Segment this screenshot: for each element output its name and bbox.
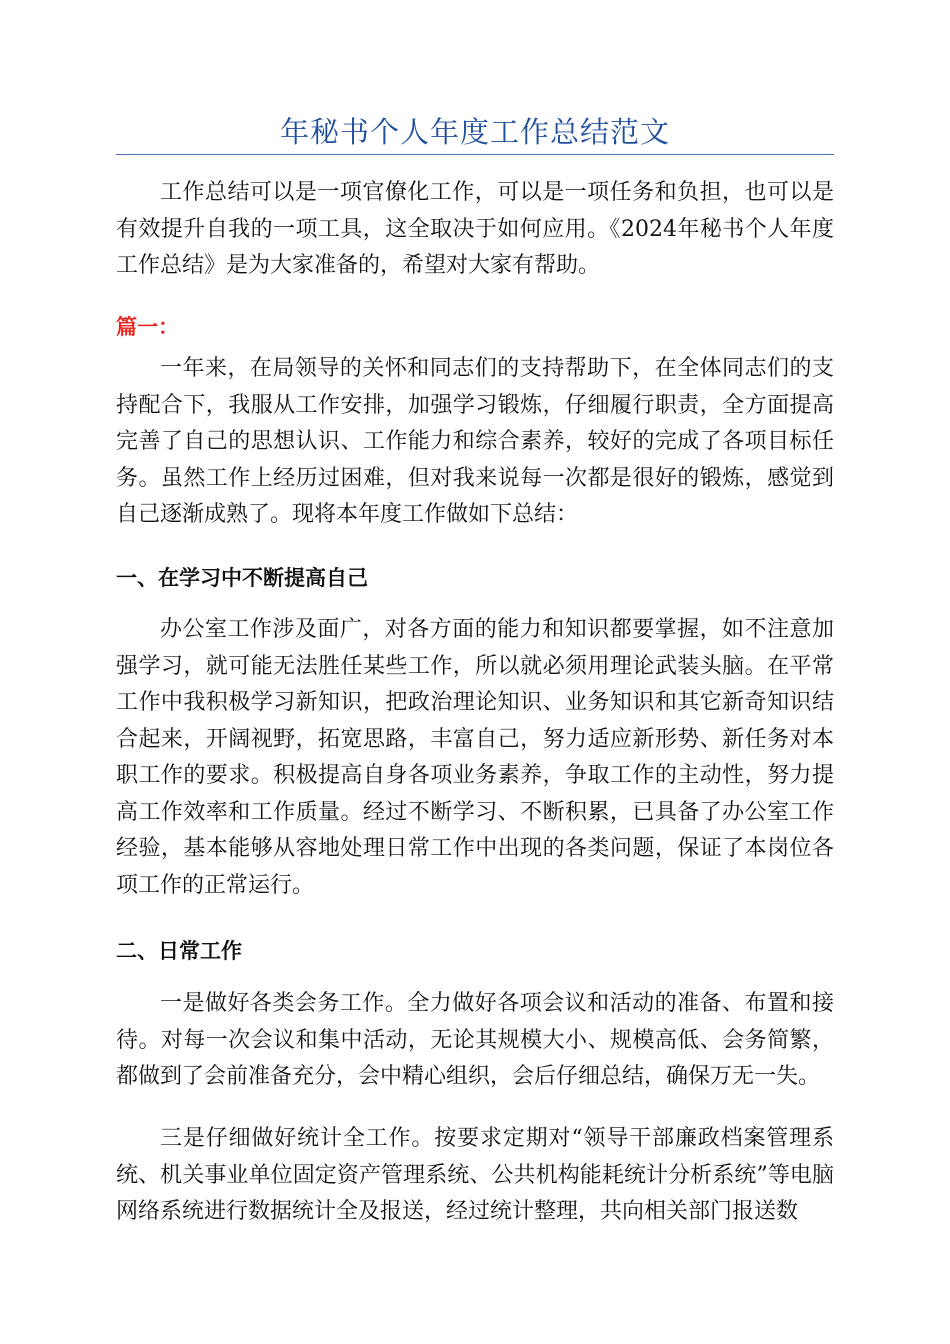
section-label-part-one: 篇一： bbox=[116, 315, 179, 339]
daily-work-paragraph-2: 三是仔细做好统计全工作。按要求定期对“领导干部廉政档案管理系统、机关事业单位固定资产管理系统、公共机构能耗统计分析系统”等电脑网络系统进行数据统计全及报送，经过统计整理，共向相关部门报送数 bbox=[116, 1126, 834, 1224]
section1-paragraph: 一年来，在局领导的关怀和同志们的支持帮助下，在全体同志们的支持配合下，我服从工作安排，加强学习锻炼，仔细履行职责，全方面提高完善了自己的思想认识、工作能力和综合素养，较好的完成了各项目标任务。虽然工作上经历过困难，但对我来说每一次都是很好的锻炼，感觉到自己逐渐成熟了。现将本年度工作做如下总结： bbox=[116, 356, 834, 527]
study-paragraph: 办公室工作涉及面广，对各方面的能力和知识都要掌握，如不注意加强学习，就可能无法胜任某些工作，所以就必须用理论武装头脑。在平常工作中我积极学习新知识，把政治理论知识、业务知识和其它新奇知识结合起来，开阔视野，拓宽思路，丰富自己，努力适应新形势、新任务对本职工作的要求。积极提高自身各项业务素养，争取工作的主动性，努力提高工作效率和工作质量。经过不断学习、不断积累，已具备了办公室工作经验，基本能够从容地处理日常工作中出现的各类问题，保证了本岗位各项工作的正常运行。 bbox=[116, 617, 834, 898]
intro-paragraph: 工作总结可以是一项官僚化工作，可以是一项任务和负担，也可以是有效提升自我的一项工具，这全取决于如何应用。《2024年秘书个人年度工作总结》是为大家准备的，希望对大家有帮助。 bbox=[116, 180, 834, 278]
title-underline bbox=[116, 154, 834, 155]
daily-work-paragraph-1: 一是做好各类会务工作。全力做好各项会议和活动的准备、布置和接待。对每一次会议和集中活动，无论其规模大小、规模高低、会务简繁，都做到了会前准备充分，会中精心组织，会后仔细总结，确保万无一失。 bbox=[116, 991, 834, 1089]
heading-study: 一、在学习中不断提高自己 bbox=[116, 566, 368, 590]
document-title: 年秘书个人年度工作总结范文 bbox=[279, 115, 670, 149]
heading-daily-work: 二、日常工作 bbox=[116, 939, 242, 963]
